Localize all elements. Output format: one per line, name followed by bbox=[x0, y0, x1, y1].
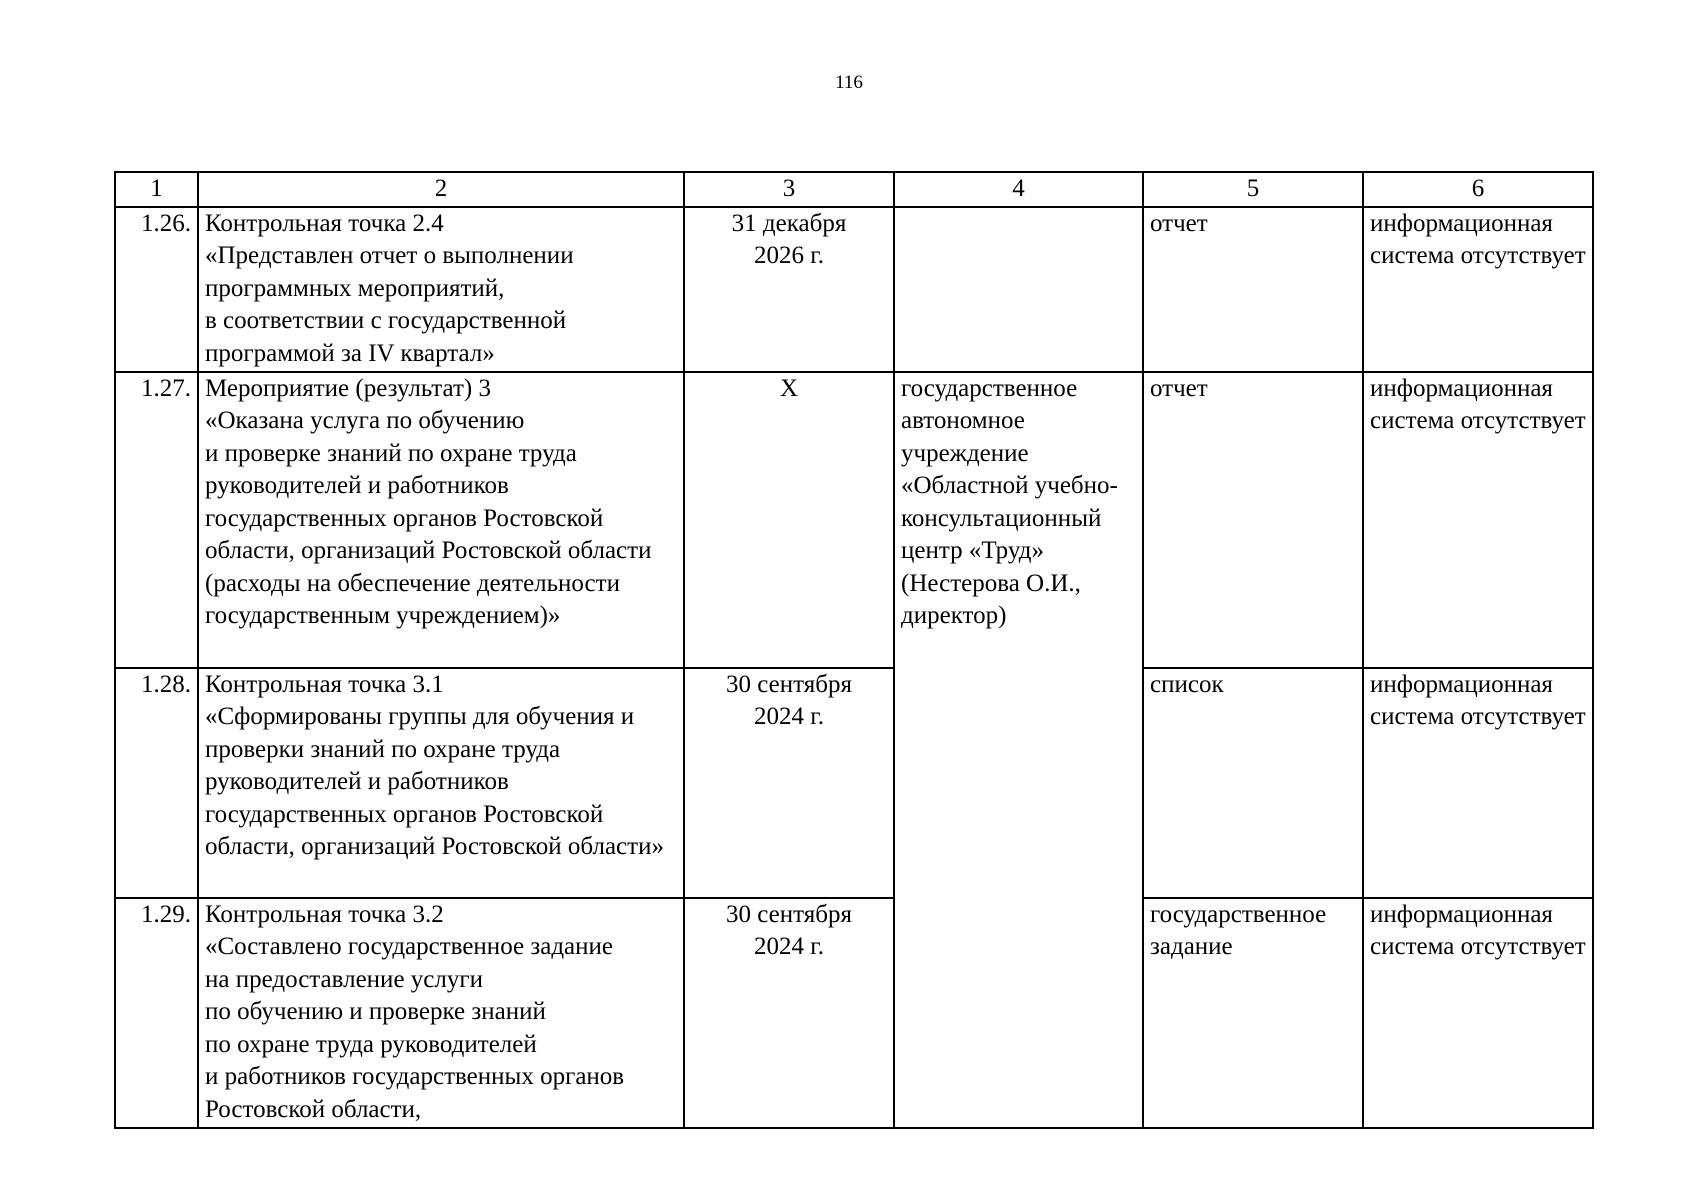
event-name: Мероприятие (результат) 3 «Оказана услуга по обучению и проверке знаний по охране труда руководителей и работников государственных органов Ростовской области, организаций Ростовской области (расходы на обеспечение деятельности государственным учреждением)» bbox=[198, 372, 684, 668]
information-system: информационная система отсутствует bbox=[1363, 668, 1593, 898]
row-number: 1.28. bbox=[115, 668, 198, 898]
column-header-1: 1 bbox=[115, 172, 198, 207]
information-system: информационная система отсутствует bbox=[1363, 372, 1593, 668]
deadline: 30 сентября 2024 г. bbox=[684, 668, 894, 898]
responsible-executor bbox=[894, 207, 1143, 372]
table-row bbox=[115, 898, 1593, 1128]
row-number: 1.27. bbox=[115, 372, 198, 668]
plan-table bbox=[114, 171, 1594, 1129]
column-header-6: 6 bbox=[1363, 172, 1593, 207]
information-system: информационная система отсутствует bbox=[1363, 898, 1593, 1128]
information-system: информационная система отсутствует bbox=[1363, 207, 1593, 372]
document-type: государственное задание bbox=[1143, 898, 1363, 1128]
event-name: Контрольная точка 3.1 «Сформированы группы для обучения и проверки знаний по охране труда руководителей и работников государственных органов Ростовской области, организаций Ростовской области» bbox=[198, 668, 684, 898]
column-header-2: 2 bbox=[198, 172, 684, 207]
column-header-4: 4 bbox=[894, 172, 1143, 207]
column-header-3: 3 bbox=[684, 172, 894, 207]
column-header-5: 5 bbox=[1143, 172, 1363, 207]
responsible-executor: государственное автономное учреждение «Областной учебно-консультационный центр «Труд» (Нестерова О.И., директор) bbox=[894, 372, 1143, 1128]
event-name: Контрольная точка 3.2 «Составлено государственное задание на предоставление услуги по обучению и проверке знаний по охране труда руководителей и работников государственных органов Ростовской области, bbox=[198, 898, 684, 1128]
document-type: список bbox=[1143, 668, 1363, 898]
row-number: 1.29. bbox=[115, 898, 198, 1128]
page-number: 116 bbox=[835, 72, 863, 93]
deadline: 30 сентября 2024 г. bbox=[684, 898, 894, 1128]
row-number: 1.26. bbox=[115, 207, 198, 372]
table-row bbox=[115, 668, 1593, 898]
deadline: 31 декабря 2026 г. bbox=[684, 207, 894, 372]
header-row bbox=[115, 172, 1593, 207]
table-row bbox=[115, 207, 1593, 372]
table-row bbox=[115, 372, 1593, 668]
document-type: отчет bbox=[1143, 372, 1363, 668]
document-type: отчет bbox=[1143, 207, 1363, 372]
event-name: Контрольная точка 2.4 «Представлен отчет о выполнении программных мероприятий, в соответствии с государственной программой за IV квартал» bbox=[198, 207, 684, 372]
deadline: X bbox=[684, 372, 894, 668]
